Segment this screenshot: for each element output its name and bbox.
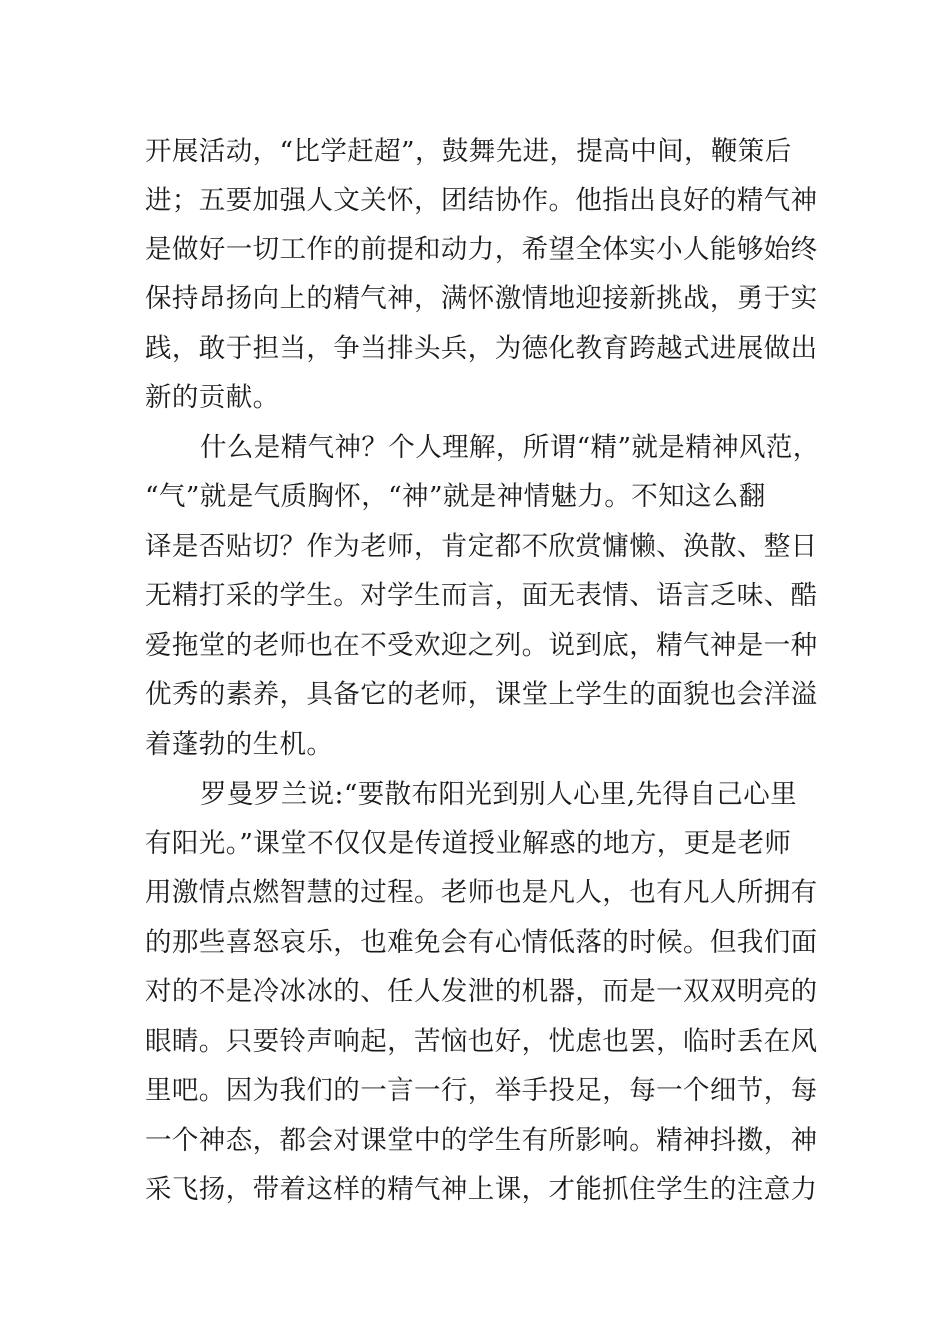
- text-line: 践，敢于担当，争当排头兵，为德化教育跨越式进展做出: [145, 333, 818, 364]
- text-line: “气”就是气质胸怀，“神”就是神情魅力。不知这么翻: [145, 481, 766, 512]
- text-line: 着蓬勃的生机。: [145, 729, 334, 760]
- text-line: 对的不是冷冰冰的、任人发泄的机器，而是一双双明亮的: [145, 976, 818, 1007]
- text-line: 译是否贴切？作为老师，肯定都不欣赏慵懒、涣散、整日: [145, 531, 818, 562]
- text-line: 用激情点燃智慧的过程。老师也是凡人，也有凡人所拥有: [145, 877, 818, 908]
- text-line: 采飞扬，带着这样的精气神上课，才能抓住学生的注意力: [145, 1174, 818, 1205]
- text-line: 的那些喜怒哀乐，也难免会有心情低落的时候。但我们面: [145, 927, 818, 958]
- text-line: 开展活动，“比学赶超”，鼓舞先进，提高中间，鞭策后: [145, 136, 792, 167]
- text-line: 优秀的素养，具备它的老师，课堂上学生的面貌也会洋溢: [145, 679, 818, 710]
- text-line: 爱拖堂的老师也在不受欢迎之列。说到底，精气神是一种: [145, 630, 818, 661]
- paragraph-first-line: 什么是精气神？个人理解，所谓“精”就是精神风范，: [200, 432, 820, 463]
- text-line: 保持昂扬向上的精气神，满怀激情地迎接新挑战，勇于实: [145, 283, 818, 314]
- text-line: 新的贡献。: [145, 382, 280, 413]
- paragraph-first-line: 罗曼罗兰说:“要散布阳光到别人心里,先得自己心里: [200, 779, 797, 810]
- text-line: 是做好一切工作的前提和动力，希望全体实小人能够始终: [145, 234, 818, 265]
- text-line: 眼睛。只要铃声响起，苦恼也好，忧虑也罢，临时丢在风: [145, 1026, 818, 1057]
- text-line: 有阳光。”课堂不仅仅是传道授业解惑的地方，更是老师: [145, 828, 792, 859]
- text-line: 无精打采的学生。对学生而言，面无表情、语言乏味、酷: [145, 580, 818, 611]
- text-line: 进；五要加强人文关怀，团结协作。他指出良好的精气神: [145, 185, 818, 216]
- text-line: 一个神态，都会对课堂中的学生有所影响。精神抖擞，神: [145, 1125, 818, 1156]
- text-line: 里吧。因为我们的一言一行，举手投足，每一个细节，每: [145, 1075, 818, 1106]
